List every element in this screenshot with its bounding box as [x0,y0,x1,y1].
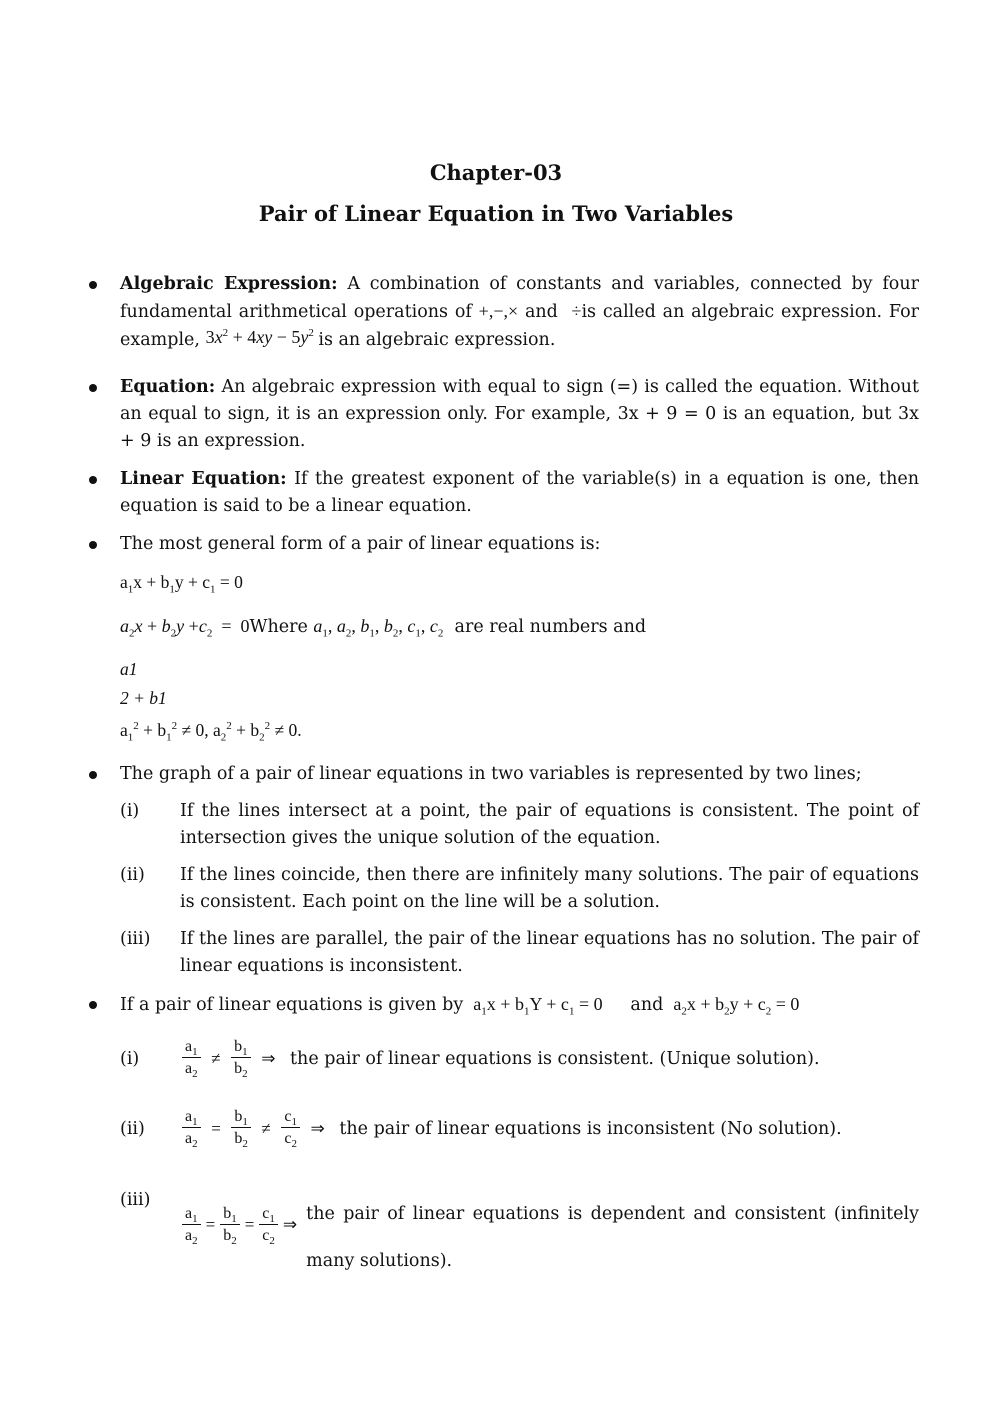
algebraic-expression-paragraph [120,271,919,354]
term-equation: Equation: [120,377,216,397]
ratio-item-label: (i) [120,1049,140,1069]
bullet-dot [89,541,97,549]
graph-paragraph: The graph of a pair of linear equations in two variables is represented by two lines; [120,764,862,784]
real-numbers-text: are real numbers and [454,617,647,637]
algebraic-text-1: A combination of constants and variables, connected by four fundamental arithmetical operations of [120,274,919,322]
graph-item-text: If the lines coincide, then there are infinitely many solutions. The pair of equations is consistent. Each point on the line will be a solution. [180,865,919,912]
where-word: Where [249,617,308,637]
divide-math: ÷ [571,301,582,321]
ratio-item: $\frac{a_1}{a_2}$ = $\frac{b_1}{b_2}$ ≠ $\frac{c_1}{c_2}$ ⇒ the pair of linear equations is inconsistent (No solution). [180,1107,842,1150]
a1-stray-text: a1 [120,659,138,679]
fraction-b1-b2: $\frac{b_1}{b_2}$ [220,1204,240,1247]
ratio-item: $\frac{a_1}{a_2}$ ≠ $\frac{b_1}{b_2}$ ⇒ the pair of linear equations is consistent. (Unique solution). [180,1037,820,1080]
two-plus-b1-stray-text: 2 + b1 [120,688,167,708]
bullet-dot [89,1001,97,1009]
bullet-dot [89,281,97,289]
graph-item-label: (iii) [120,929,151,949]
graph-item-label: (ii) [120,865,145,885]
coefficients-math: $a_1$, $a_2$, $b_1$, $b_2$, $c_1$, $c_2$ [313,616,444,640]
ratio-item-text: the pair of linear equations is dependent and consistent (infinitely many solutions). [306,1204,919,1271]
operators-math: +,−,× [478,301,519,321]
fraction-c1-c2: $\frac{c_1}{c_2}$ [259,1204,278,1247]
fraction-a1-a2: $\frac{a_1}{a_2}$ [182,1204,201,1247]
term-linear-equation: Linear Equation: [120,469,287,489]
graph-item-text: If the lines are parallel, the pair of the linear equations has no solution. The pair of linear equations is inconsistent. [180,929,919,976]
ratio-item: $\frac{a_1}{a_2}$ = $\frac{b_1}{b_2}$ = $\frac{c_1}{c_2}$ ⇒ the pair of linear equations is dependent and consistent (infinitely many solutions). [180,1178,919,1272]
fraction-a1-a2: $\frac{a_1}{a_2}$ [182,1037,201,1080]
fraction-b1-b2: $\frac{b_1}{b_2}$ [231,1107,251,1150]
linear-equation-paragraph [120,466,919,520]
bullet-dot [89,384,97,392]
pair-text: If a pair of linear equations is given by [120,995,464,1015]
general-form-paragraph: The most general form of a pair of linear equations is: [120,534,601,554]
ratio-item-label: (ii) [120,1119,145,1139]
pair-equation-2-math: $a_2x + b_2y + c_2 = 0$ [668,994,800,1018]
algebraic-text-3: is an algebraic expression. [318,330,556,350]
pair-paragraph [120,991,919,1019]
ratio-item-label: (iii) [120,1190,151,1210]
equation-2-line [120,613,646,641]
ratio-item-text: the pair of linear equations is consistent. (Unique solution). [290,1048,820,1069]
fraction-a1-a2: $\frac{a_1}{a_2}$ [182,1107,201,1150]
term-algebraic-expression: Algebraic Expression: [120,274,338,294]
linear-equation-text: If the greatest exponent of the variable(s) in a equation is one, then equation is said to be a linear equation. [120,469,919,516]
nonzero-condition-math: $a_1^2 + b_1^2 \ne 0$, $a_2^2 + b_2^2 \ne 0$. [120,720,302,744]
equation-text: An algebraic expression with equal to sign (=) is called the equation. Without an equal to sign, it is an expression only. For example, 3x + 9 = 0 is an equation, but 3x + 9 is an expression. [120,377,919,451]
and-word: and [630,995,664,1015]
ratio-item-text: the pair of linear equations is inconsistent (No solution). [339,1118,842,1139]
bullet-dot [89,771,97,779]
algebraic-text-2: is called an algebraic expression. For example, [120,302,919,350]
graph-item-text: If the lines intersect at a point, the pair of equations is consistent. The point of intersection gives the unique solution of the equation. [180,801,919,848]
equation-1-math: $a_1x + b_1y + c_1 = 0$ [120,572,243,596]
example-expression-math: $3x^2 + 4xy - 5y^2$ [205,327,314,347]
and-word: and [524,302,558,322]
page-title: Pair of Linear Equation in Two Variables [258,201,734,226]
fraction-c1-c2: $\frac{c_1}{c_2}$ [281,1107,300,1150]
pair-equation-1-math: $a_1x + b_1Y + c_1 = 0$ [468,994,603,1018]
graph-item-label: (i) [120,801,140,821]
equation-paragraph [120,374,919,455]
equation-2-math: $a_2x + b_2y +c_2 = 0$ [120,616,250,640]
fraction-b1-b2: $\frac{b_1}{b_2}$ [231,1037,251,1080]
chapter-label: Chapter-03 [429,160,563,185]
bullet-dot [89,476,97,484]
